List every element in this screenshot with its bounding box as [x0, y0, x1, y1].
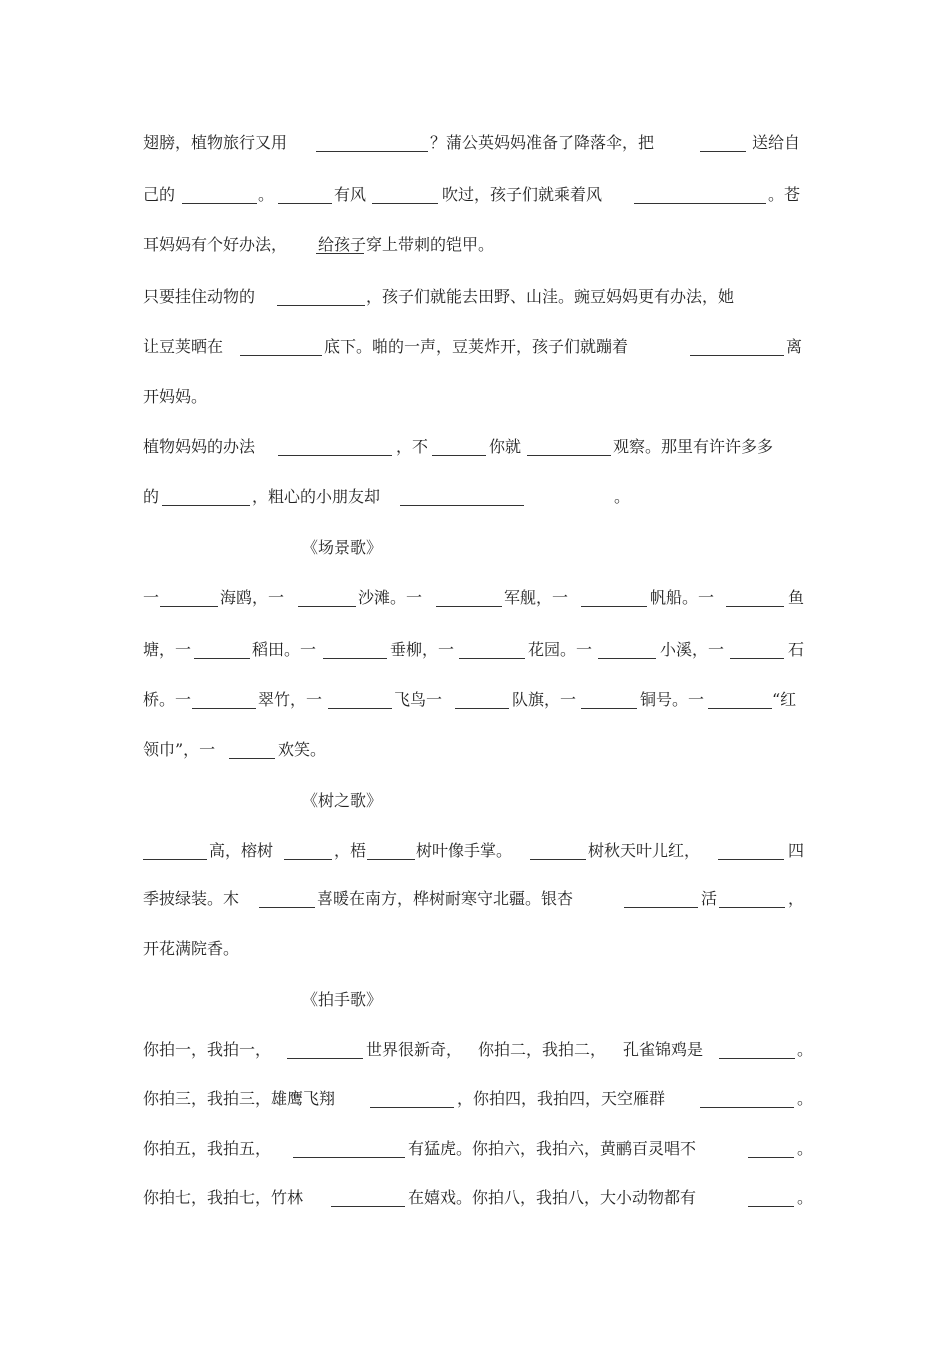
text-segment: 。 [797, 1089, 814, 1108]
fill-blank[interactable] [581, 708, 637, 709]
text-segment: ，梧 [334, 841, 367, 860]
text-line [0, 1084, 950, 1114]
text-segment: 桥。一 [143, 690, 192, 709]
text-segment: 翠竹，一 [258, 690, 323, 709]
fill-blank[interactable] [143, 859, 207, 860]
text-segment: 开妈妈。 [143, 387, 208, 406]
fill-blank[interactable] [598, 658, 656, 659]
section-title: 《树之歌》 [302, 791, 383, 810]
text-segment: 送给自 [752, 133, 801, 152]
fill-blank[interactable] [240, 355, 322, 356]
text-segment: 鱼 [788, 588, 805, 607]
fill-blank[interactable] [730, 658, 784, 659]
text-segment: 铜号。一 [640, 690, 705, 709]
text-line [0, 1035, 950, 1065]
text-line [0, 1134, 950, 1164]
text-segment: 有猛虎。你拍六，我拍六，黄鹂百灵唱不 [408, 1139, 697, 1158]
text-segment: 。 [797, 1188, 814, 1207]
text-line [0, 836, 950, 866]
section-title-line [0, 985, 950, 1015]
text-segment: 翅膀，植物旅行又用 [143, 133, 288, 152]
fill-blank[interactable] [719, 907, 785, 908]
fill-blank[interactable] [459, 658, 525, 659]
text-segment: 一 [143, 588, 160, 607]
fill-blank[interactable] [182, 203, 257, 204]
text-segment: 。 [797, 1139, 814, 1158]
section-title-line [0, 786, 950, 816]
text-segment: 的 [143, 487, 160, 506]
fill-blank[interactable] [624, 907, 698, 908]
fill-blank[interactable] [581, 606, 647, 607]
text-segment: ？蒲公英妈妈准备了降落伞，把 [430, 133, 655, 152]
text-segment: 军舰，一 [504, 588, 569, 607]
text-segment: 沙滩。一 [358, 588, 423, 607]
text-segment: 只要挂住动物的 [143, 287, 256, 306]
fill-blank[interactable] [719, 1058, 795, 1059]
text-segment: 垂柳，一 [390, 640, 455, 659]
text-segment: 喜暖在南方，桦树耐寒守北疆。银杏 [317, 889, 574, 908]
text-segment: 花园。一 [528, 640, 593, 659]
text-segment: 你拍一，我拍一， [143, 1040, 272, 1059]
text-line [0, 884, 950, 914]
text-segment: 有风 [334, 185, 367, 204]
fill-blank[interactable] [298, 606, 356, 607]
fill-blank[interactable] [287, 1058, 363, 1059]
text-segment: 观察。那里有许许多多 [613, 437, 774, 456]
text-segment: 耳妈妈有个好办法， [143, 235, 288, 254]
text-segment: 稻田。一 [252, 640, 317, 659]
text-segment: 。 [614, 487, 631, 506]
fill-blank[interactable] [634, 203, 766, 204]
text-segment: ，粗心的小朋友却 [252, 487, 381, 506]
text-segment: 小溪，一 [660, 640, 725, 659]
fill-blank[interactable] [370, 1107, 454, 1108]
text-segment: 帆船。一 [650, 588, 715, 607]
fill-blank[interactable] [284, 859, 332, 860]
text-segment: 领巾”，一 [143, 740, 216, 759]
fill-blank[interactable] [455, 708, 509, 709]
text-segment: 孔雀锦鸡是 [623, 1040, 704, 1059]
text-segment: 。苍 [768, 185, 801, 204]
text-segment: 海鸥，一 [220, 588, 285, 607]
fill-blank[interactable] [432, 455, 486, 456]
text-segment: 活 [701, 889, 718, 908]
fill-blank[interactable] [527, 455, 611, 456]
text-line [0, 180, 950, 210]
fill-blank[interactable] [372, 203, 438, 204]
fill-blank[interactable] [293, 1157, 405, 1158]
fill-blank[interactable] [748, 1157, 794, 1158]
text-segment: 离 [786, 337, 803, 356]
text-segment: 。 [797, 1040, 814, 1059]
fill-blank[interactable] [367, 859, 415, 860]
fill-blank[interactable] [278, 203, 332, 204]
text-segment: 树叶像手掌。 [416, 841, 513, 860]
fill-blank[interactable] [316, 151, 428, 152]
text-line [0, 685, 950, 715]
text-segment: ，不 [396, 437, 429, 456]
text-segment: 底下。啪的一声，豆荚炸开，孩子们就蹦着 [324, 337, 629, 356]
fill-blank[interactable] [323, 658, 387, 659]
text-segment: ，你拍四，我拍四，天空雁群 [457, 1089, 666, 1108]
text-line [0, 1183, 950, 1213]
fill-blank[interactable] [530, 859, 586, 860]
text-segment: “红 [772, 690, 797, 709]
text-segment: 吹过，孩子们就乘着风 [442, 185, 603, 204]
fill-blank[interactable] [194, 658, 250, 659]
fill-blank[interactable] [316, 253, 364, 254]
fill-blank[interactable] [690, 355, 784, 356]
text-segment: 你拍七，我拍七，竹林 [143, 1188, 304, 1207]
text-segment: 在嬉戏。你拍八，我拍八，大小动物都有 [408, 1188, 697, 1207]
text-segment: 世界很新奇， [366, 1040, 463, 1059]
fill-blank[interactable] [748, 1206, 794, 1207]
text-segment: ， [788, 889, 805, 908]
fill-blank[interactable] [700, 1107, 794, 1108]
text-segment: 四 [788, 841, 805, 860]
fill-blank[interactable] [331, 1206, 405, 1207]
text-line [0, 583, 950, 613]
text-line [0, 282, 950, 312]
text-segment: 你就 [489, 437, 522, 456]
text-line [0, 735, 950, 765]
text-segment: ，孩子们就能去田野、山洼。豌豆妈妈更有办法，她 [366, 287, 735, 306]
text-segment: 队旗，一 [512, 690, 577, 709]
section-title-line [0, 533, 950, 563]
text-line [0, 432, 950, 462]
fill-blank[interactable] [726, 606, 784, 607]
text-segment: 。 [258, 185, 275, 204]
text-segment: 塘，一 [143, 640, 192, 659]
text-line [0, 482, 950, 512]
fill-blank[interactable] [700, 151, 746, 152]
text-segment: 你拍二，我拍二， [478, 1040, 607, 1059]
fill-blank[interactable] [718, 859, 784, 860]
text-line [0, 128, 950, 158]
text-line [0, 934, 950, 964]
fill-blank[interactable] [277, 305, 365, 306]
text-segment: 树秋天叶儿红， [588, 841, 701, 860]
fill-blank[interactable] [259, 907, 315, 908]
text-line [0, 382, 950, 412]
fill-blank[interactable] [436, 606, 502, 607]
text-segment: 植物妈妈的办法 [143, 437, 256, 456]
text-segment: 石 [788, 640, 805, 659]
text-line [0, 635, 950, 665]
text-line [0, 230, 950, 260]
text-segment: 欢笑。 [278, 740, 327, 759]
fill-blank[interactable] [708, 708, 772, 709]
text-segment: 季披绿装。木 [143, 889, 240, 908]
text-segment: 飞鸟一 [394, 690, 443, 709]
section-title: 《拍手歌》 [302, 990, 383, 1009]
text-segment: 高，榕树 [209, 841, 274, 860]
text-segment: 给孩子穿上带刺的铠甲。 [318, 235, 495, 254]
fill-blank[interactable] [278, 455, 392, 456]
fill-blank[interactable] [160, 606, 218, 607]
fill-blank[interactable] [400, 505, 524, 506]
text-segment: 己的 [143, 185, 176, 204]
fill-blank[interactable] [328, 708, 392, 709]
text-segment: 你拍三，我拍三，雄鹰飞翔 [143, 1089, 336, 1108]
fill-blank[interactable] [229, 758, 275, 759]
text-segment: 开花满院香。 [143, 939, 240, 958]
text-segment: 让豆荚晒在 [143, 337, 224, 356]
fill-blank[interactable] [192, 708, 256, 709]
text-line [0, 332, 950, 362]
section-title: 《场景歌》 [302, 538, 383, 557]
text-segment: 你拍五，我拍五， [143, 1139, 272, 1158]
fill-blank[interactable] [162, 505, 250, 506]
